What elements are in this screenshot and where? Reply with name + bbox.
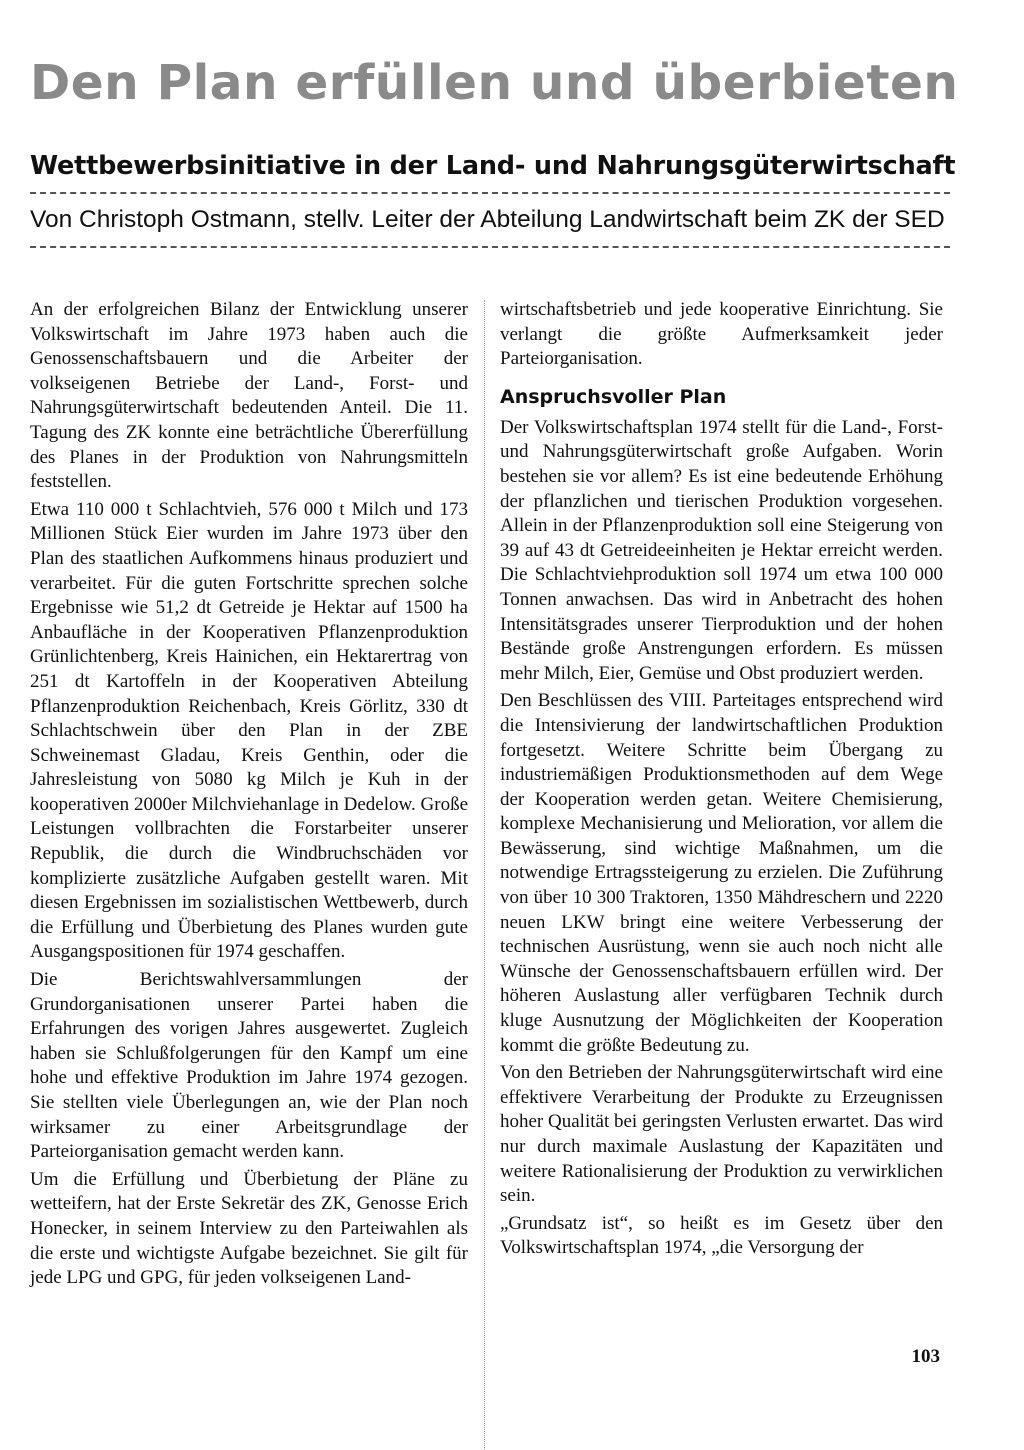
rule-top [30,192,950,194]
page-number: 103 [911,1346,940,1367]
left-column [30,298,468,1294]
paragraph: An der erfolgreichen Bilanz der Entwicklung unserer Volkswirtschaft im Jahre 1973 haben auch die Genossenschaftsbauern und die Arbeiter der volkseigenen Betriebe der Land-, Forst- und Nahrungsgüterwirtschaft bedeutenden Anteil. Die 11. Tagung des ZK konnte eine beträchtliche Übererfüllung des Planes in der Produktion von Nahrungsmitteln feststellen. [30,299,468,493]
author-byline: Von Christoph Ostmann, stellv. Leiter der Abteilung Landwirtschaft beim ZK der SED [30,206,945,233]
paragraph: Den Beschlüssen des VIII. Parteitages entsprechend wird die Intensivierung der landwirtschaftlichen Produktion fortgesetzt. Weitere Schritte beim Übergang zu industriemäßigen Produktionsmethoden auf dem Wege der Kooperation werden getan. Weitere Chemisierung, komplexe Mechanisierung und Melioration, vor allem die Bewässerung, sind wichtige Maßnahmen, um die notwendige Ertragssteigerung zu erzielen. Die Zuführung von über 10 300 Traktoren, 1350 Mähdreschern und 2220 neuen LKW bringt eine weitere Verbesserung der technischen Ausrüstung, wenn sie auch noch nicht alle Wünsche der Genossenschaftsbauern erfüllen wird. Der höheren Auslastung aller verfügbaren Technik durch kluge Ausnutzung der Möglichkeiten der Kooperation kommt die größte Bedeutung zu. [500,690,943,1056]
page-headline: Den Plan erfüllen und überbieten [30,55,959,111]
section-heading: Anspruchsvoller Plan [500,385,727,408]
paragraph: Die Berichtswahlversammlungen der Grundorganisationen unserer Partei haben die Erfahrungen des vorigen Jahres ausgewertet. Zugleich haben sie Schlußfolgerungen für den Kampf um eine hohe und effektive Produktion im Jahre 1974 gezogen. Sie stellten viele Überlegungen an, wie der Plan noch wirksamer zu einer Arbeitsgrundlage der Parteiorganisation gemacht werden kann. [30,969,468,1163]
paragraph: Etwa 110 000 t Schlachtvieh, 576 000 t Milch und 173 Millionen Stück Eier wurden im Jahre 1973 über den Plan des staatlichen Aufkommens hinaus produziert und verarbeitet. Für die guten Fortschritte sprechen solche Ergebnisse wie 51,2 dt Getreide je Hektar auf 1500 ha Anbaufläche in der Kooperativen Pflanzenproduktion Grünlichtenberg, Kreis Hainichen, ein Hektarertrag von 251 dt Kartoffeln in der Kooperativen Abteilung Pflanzenproduktion Reichenbach, Kreis Görlitz, 330 dt Schlachtschwein über den Plan in der ZBE Schweinemast Gladau, Kreis Genthin, oder die Jahresleistung von 5080 kg Milch je Kuh in der kooperativen 2000er Milchviehanlage in Dedelow. Große Leistungen vollbrachten die Forstarbeiter unserer Republik, die durch die Windbruchschäden vor komplizierte zusätzliche Aufgaben gestellt waren. Mit diesen Ergebnissen im sozialistischen Wettbewerb, durch die Erfüllung und Überbietung des Planes wurden gute Ausgangspositionen für 1974 geschaffen. [30,498,468,963]
paragraph: Um die Erfüllung und Überbietung der Pläne zu wetteifern, hat der Erste Sekretär des ZK, Genosse Erich Honecker, in seinem Interview zu den Parteiwahlen als die erste und wichtigste Aufgabe bezeichnet. Sie gilt für jede LPG und GPG, für jeden volkseigenen Land- [30,1168,468,1289]
column-divider [484,300,485,1450]
rule-bottom [30,246,950,248]
right-column [500,298,943,1264]
paragraph: Der Volkswirtschaftsplan 1974 stellt für die Land-, Forst- und Nahrungsgüterwirtschaft große Aufgaben. Worin bestehen sie vor allem? Es ist eine bedeutende Erhöhung der pflanzlichen und tierischen Produktion vorgesehen. Allein in der Pflanzenproduktion soll eine Steigerung von 39 auf 43 dt Getreideeinheiten je Hektar erreicht werden. Die Schlachtviehproduktion soll 1974 um etwa 100 000 Tonnen anwachsen. Das wird in Anbetracht des hohen Intensitätsgrades unserer Tierproduktion und der hohen Bestände große Anstrengungen erfordern. Es müssen mehr Milch, Eier, Gemüse und Obst produziert werden. [500,416,943,684]
paragraph-continuation: wirtschaftsbetrieb und jede kooperative Einrichtung. Sie verlangt die größte Aufmerksamkeit jeder Parteiorganisation. [500,299,943,370]
paragraph: „Grundsatz ist“, so heißt es im Gesetz über den Volkswirtschaftsplan 1974, „die Versorgung der [500,1212,943,1259]
paragraph: Von den Betrieben der Nahrungsgüterwirtschaft wird eine effektivere Verarbeitung der Produkte zu Erzeugnissen hoher Qualität bei geringsten Verlusten erwartet. Das wird nur durch maximale Auslastung der Kapazitäten und weitere Rationalisierung der Produktion zu verwirklichen sein. [500,1062,943,1207]
page-subheadline: Wettbewerbsinitiative in der Land- und Nahrungsgüterwirtschaft [30,151,956,181]
